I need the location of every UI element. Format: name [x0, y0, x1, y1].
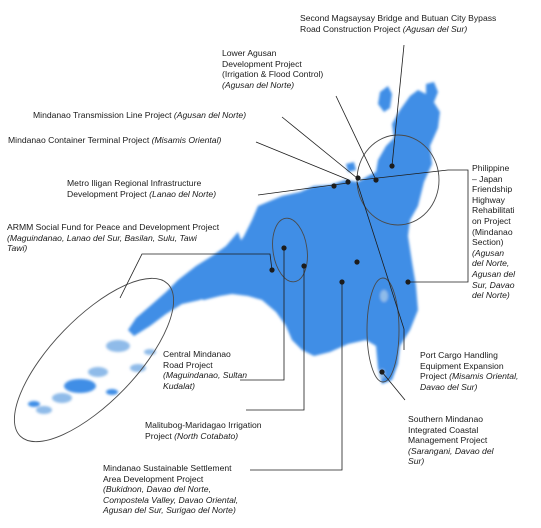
marker-sustainable-settlement	[339, 279, 344, 284]
marker-lower-agusan	[373, 177, 378, 182]
project-name: Management Project	[408, 435, 488, 446]
project-location: Compostela Valley, Davao Oriental,	[103, 494, 239, 505]
project-name-line2-wrap	[300, 24, 467, 34]
project-name: Mindanao Container Terminal Project	[8, 135, 150, 145]
project-name: Rehabilitati	[472, 205, 515, 216]
project-location: (Agusan del Norte)	[173, 110, 247, 120]
project-location: del Norte)	[472, 290, 510, 301]
project-name: Port Cargo Handling	[420, 350, 498, 360]
project-location: Agusan del	[472, 268, 516, 279]
leader-line-lower-agusan	[336, 96, 376, 180]
project-location: (Misamis Oriental)	[151, 135, 222, 145]
marker-port-cargo	[354, 259, 359, 264]
marker-metro-iligan	[331, 183, 336, 188]
project-name: Friendship	[472, 184, 513, 195]
project-location: del Norte,	[472, 258, 510, 269]
label-malitubog-maridagao	[145, 420, 262, 441]
project-name: Equipment Expansion	[420, 360, 504, 371]
project-location: (Agusan del Norte)	[222, 79, 295, 90]
project-location: (North Cotabato)	[174, 430, 239, 441]
project-name: Area Development Project	[103, 473, 204, 484]
project-name: Section)	[472, 237, 504, 248]
project-name: (Irrigation & Flood Control)	[222, 69, 324, 80]
project-location: (Agusan	[472, 247, 505, 258]
dinagat-island	[378, 86, 392, 112]
project-location: (Maguindanao, Lanao del Sur, Basilan, Sulu, Tawi	[7, 232, 197, 243]
label-southern-mindanao-coastal	[408, 414, 494, 467]
marker-central-mindanao-road	[281, 245, 286, 250]
label-central-mindanao-road	[163, 349, 247, 391]
project-name: Integrated Coastal	[408, 424, 479, 435]
project-location: Davao del Sur)	[420, 381, 478, 392]
project-name: Lower Agusan	[222, 48, 277, 58]
project-name: – Japan	[472, 173, 503, 184]
project-location: Sur, Davao	[472, 279, 515, 290]
project-location: Tawi)	[7, 243, 28, 254]
project-location: (Bukidnon, Davao del Norte,	[103, 484, 211, 495]
marker-malitubog	[301, 263, 306, 268]
label-lower-agusan	[222, 48, 323, 90]
leader-line-southern-mindanao-coastal	[382, 372, 405, 400]
project-name: (Mindanao	[472, 226, 513, 237]
project-name: Development Project	[67, 188, 147, 199]
label-armm-social-fund	[7, 222, 219, 254]
project-name: Southern Mindanao	[408, 414, 484, 424]
marker-transmission-line	[355, 175, 360, 180]
project-location: (Maguindanao, Sultan	[163, 370, 248, 381]
project-name: Mindanao Sustainable Settlement	[103, 463, 232, 473]
project-name: ARMM Social Fund for Peace and Development Project	[7, 222, 220, 232]
label-transmission-line	[33, 110, 246, 121]
project-location: (Lanao del Norte)	[149, 188, 217, 199]
marker-philippine-japan-highway	[405, 279, 410, 284]
leader-line-container-terminal	[256, 142, 349, 180]
project-name-line2-wrap	[145, 431, 238, 441]
label-metro-iligan	[67, 178, 216, 199]
project-location: Sur)	[408, 456, 425, 467]
project-name: Project	[145, 430, 172, 441]
sulu-archipelago	[28, 340, 156, 414]
project-name: Philippine	[472, 163, 510, 173]
project-name: Development Project	[222, 58, 302, 69]
project-location: (Sarangani, Davao del	[408, 445, 494, 456]
project-name: Central Mindanao	[163, 349, 231, 359]
label-port-cargo	[420, 350, 518, 392]
project-location: Kudalat)	[163, 380, 196, 391]
project-location: (Misamis Oriental,	[449, 371, 519, 382]
project-name: Metro Iligan Regional Infrastructure	[67, 178, 202, 188]
project-name-line3-wrap	[420, 371, 518, 381]
marker-southern-mindanao-coastal	[379, 369, 384, 374]
project-name: Malitubog-Maridagao Irrigation	[145, 420, 262, 430]
project-name-line2-wrap	[67, 189, 216, 199]
marker-armm	[269, 267, 274, 272]
label-container-terminal	[8, 135, 221, 146]
project-name: Road Construction Project	[300, 23, 401, 34]
marker-container-terminal	[345, 179, 350, 184]
project-name: on Project	[472, 215, 511, 226]
project-name: Highway	[472, 194, 505, 205]
marker-magsaysay-bridge	[389, 163, 394, 168]
label-magsaysay-bridge	[300, 13, 496, 34]
project-name: Project	[420, 371, 447, 382]
project-name: Mindanao Transmission Line Project	[33, 110, 172, 120]
leader-line-transmission-line	[282, 117, 357, 178]
project-location: (Agusan del Sur)	[402, 23, 468, 34]
project-location: Agusan del Sur, Surigao del Norte)	[103, 505, 236, 516]
project-name: Second Magsaysay Bridge and Butuan City Bypass	[300, 13, 497, 23]
label-sustainable-settlement	[103, 463, 238, 516]
project-name: Road Project	[163, 359, 213, 370]
label-philippine-japan-highway	[472, 163, 515, 301]
